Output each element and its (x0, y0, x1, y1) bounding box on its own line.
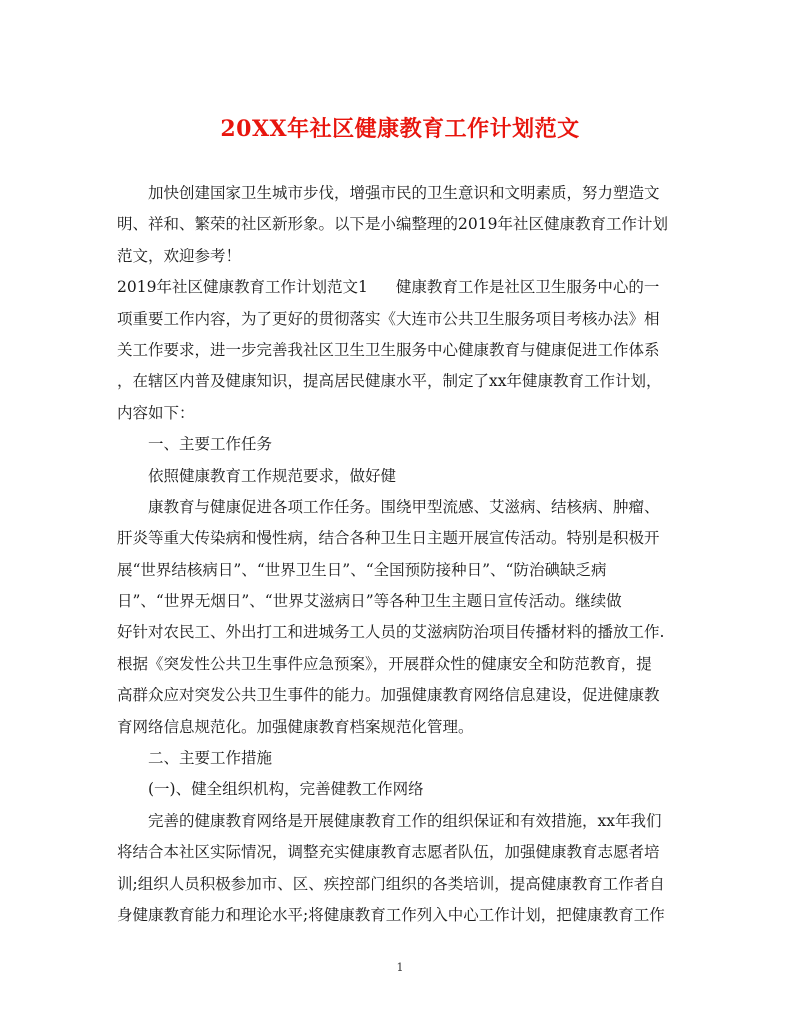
section-heading: 二、主要工作措施 (148, 749, 273, 768)
paragraph-line: ，在辖区内普及健康知识，提高居民健康水平，制定了xx年健康教育工作计划， (117, 372, 662, 391)
paragraph-line: 项重要工作内容，为了更好的贯彻落实《大连市公共卫生服务项目考核办法》相 (117, 309, 660, 328)
paragraph-line: 内容如下： (117, 403, 195, 422)
paragraph-text: 健康教育工作是社区卫生服务中心的一 (395, 278, 660, 297)
section-heading: 2019年社区健康教育工作计划范文1 (117, 278, 368, 297)
paragraph-line: 加快创建国家卫生城市步伐，增强市民的卫生意识和文明素质，努力塑造文 (148, 184, 660, 202)
subsection-heading: (一)、健全组织机构，完善健教工作网络 (148, 780, 424, 799)
paragraph-line: 明、祥和、繁荣的社区新形象。以下是小编整理的2019年社区健康教育工作计划 (117, 215, 668, 234)
document-body (117, 178, 683, 931)
paragraph-line: 身健康教育能力和理论水平;将健康教育工作列入中心工作计划，把健康教育工作 (117, 905, 665, 924)
paragraph-line: 展“世界结核病日”、“世界卫生日”、“全国预防接种日”、“防治碘缺乏病 (117, 560, 607, 579)
paragraph-line: 康教育与健康促进各项工作任务。围绕甲型流感、艾滋病、结核病、肿瘤、 (148, 497, 660, 516)
paragraph-line (117, 272, 683, 303)
paragraph-line: 高群众应对突发公共卫生事件的能力。加强健康教育网络信息建设，促进健康教 (117, 686, 660, 705)
paragraph-line: 育网络信息规范化。加强健康教育档案规范化管理。 (117, 717, 474, 736)
paragraph-line: 范文，欢迎参考！ (117, 246, 242, 265)
paragraph-line: 训;组织人员积极参加市、区、疾控部门组织的各类培训，提高健康教育工作者自 (117, 874, 665, 893)
paragraph-line: 完善的健康教育网络是开展健康教育工作的组织保证和有效措施，xx年我们 (148, 811, 662, 830)
paragraph-line: 根据《突发性公共卫生事件应急预案》，开展群众性的健康安全和防范教育，提 (117, 654, 652, 673)
document-title: 20XX年社区健康教育工作计划范文 (220, 116, 580, 142)
paragraph-line: 好针对农民工、外出打工和进城务工人员的艾滋病防治项目传播材料的播放工作. (117, 623, 665, 642)
paragraph-line: 依照健康教育工作规范要求，做好健 (148, 466, 397, 485)
section-heading: 一、主要工作任务 (148, 435, 273, 454)
page-number: 1 (396, 961, 404, 974)
paragraph-line: 关工作要求，进一步完善我社区卫生卫生服务中心健康教育与健康促进工作体系 (117, 340, 660, 359)
paragraph-line: 日”、“世界无烟日”、“世界艾滋病日”等各种卫生主题日宣传活动。继续做 (117, 592, 622, 611)
paragraph-line: 肝炎等重大传染病和慢性病，结合各种卫生日主题开展宣传活动。特别是积极开 (117, 529, 660, 548)
paragraph-line: 将结合本社区实际情况，调整充实健康教育志愿者队伍，加强健康教育志愿者培 (117, 843, 660, 862)
